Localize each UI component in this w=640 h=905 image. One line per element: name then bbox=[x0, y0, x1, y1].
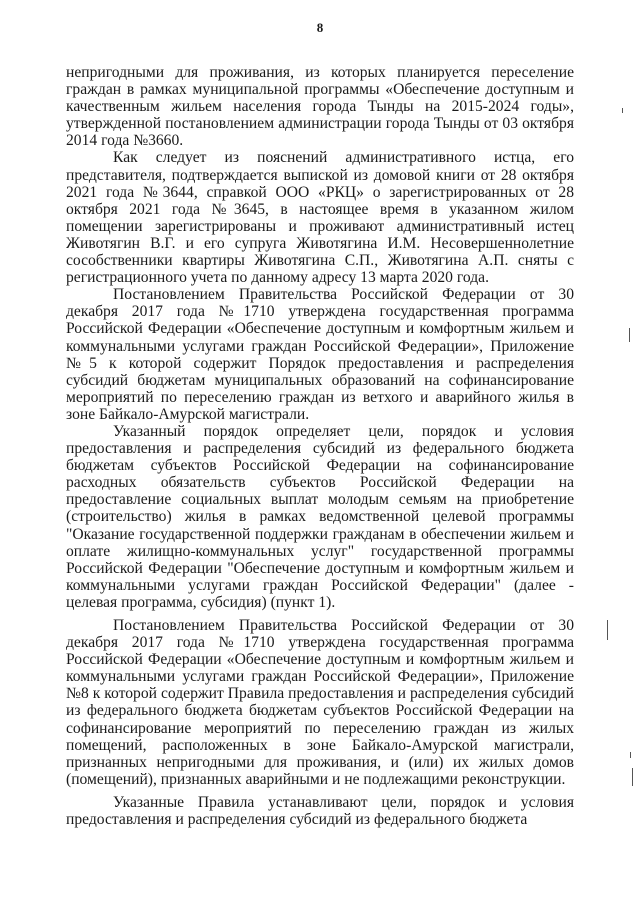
paragraph-registration: Как следует из пояснений административного истца, его представителя, подтверждается выпиской из домовой книги от 28 октября 2021 года №3644, справкой ООО «РКЦ» о зарегистрированных от 28 октября 2021 года №3645, в настоящее время в указанном жилом помещении зарегистрированы и проживают административный истец Животягин В.Г. и его супруга Животягина И.М. Несовершеннолетние сособственники квартиры Животягина С.П., Животягина А.П. сняты с регистрационного учета по данному адресу 13 марта 2020 года. bbox=[66, 149, 574, 287]
paragraph-resolution-appendix-8: Постановлением Правительства Российской Федерации от 30 декабря 2017 года №1710 утверждена государственная программа Российской Федерации «Обеспечение доступным и комфортным жильем и коммунальными услугами граждан Российской Федерации», Приложение №8 к которой содержит Правила предоставления и распределения субсидий из федерального бюджета бюджетам субъектов Российской Федерации на софинансирование мероприятий по переселению граждан из жилых помещений, расположенных в зоне Байкало-Амурской магистрали, признанных непригодными для проживания, и (или) их жилых домов (помещений), признанных аварийными и не подлежащими реконструкции. bbox=[66, 617, 574, 788]
paragraph-resolution-appendix-5: Постановлением Правительства Российской Федерации от 30 декабря 2017 года №1710 утверждена государственная программа Российской Федерации «Обеспечение доступным и комфортным жильем и коммунальными услугами граждан Российской Федерации», Приложение №5 к которой содержит Порядок предоставления и распределения субсидий бюджетам муниципальных образований на софинансирование мероприятий по переселению граждан из ветхого и аварийного жилья в зоне Байкало-Амурской магистрали. bbox=[66, 286, 574, 423]
scan-mark bbox=[607, 620, 608, 640]
page-number: 8 bbox=[316, 20, 324, 35]
scan-mark bbox=[630, 752, 631, 758]
scan-mark bbox=[629, 328, 630, 342]
paragraph-procedure: Указанный порядок определяет цели, порядок и условия предоставления и распределения субсидий из федерального бюджета бюджетам субъектов Российской Федерации на софинансирование расходных обязательств субъектов Российской Федерации на предоставление социальных выплат молодым семьям на приобретение (строительство) жилья в рамках ведомственной целевой программы "Оказание государственной поддержки гражданам в обеспечении жильем и оплате жилищно-коммунальных услуг" государственной программы Российской Федерации "Обеспечение доступным и комфортным жильем и коммунальными услугами граждан Российской Федерации" (далее - целевая программа, субсидия) (пункт 1). bbox=[66, 422, 574, 611]
paragraph-rules: Указанные Правила устанавливают цели, порядок и условия предоставления и распределения субсидий из федерального бюджета bbox=[66, 793, 574, 829]
scan-mark bbox=[632, 768, 633, 786]
paragraph-continuation: непригодными для проживания, из которых планируется переселение граждан в рамках муниципальной программы «Обеспечение доступным и качественным жильем населения города Тынды на 2015-2024 годы», утвержденной постановлением администрации города Тынды от 03 октября 2014 года №3660. bbox=[66, 64, 574, 150]
scan-mark bbox=[622, 108, 623, 113]
document-body bbox=[66, 64, 574, 828]
